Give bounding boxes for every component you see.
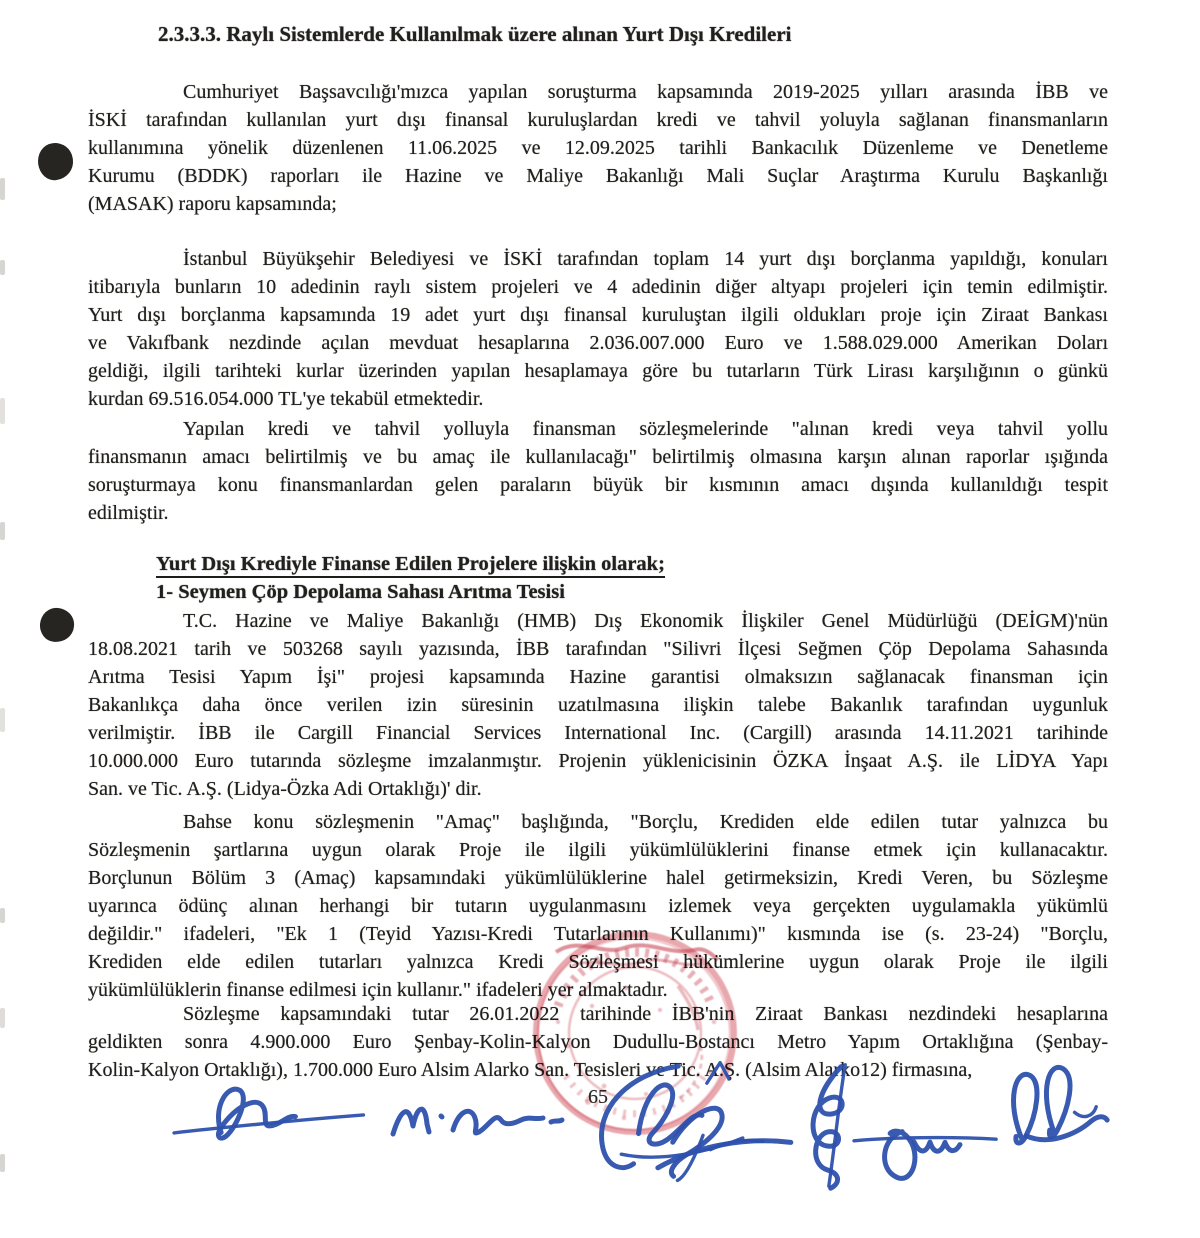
paragraph — [88, 245, 1108, 413]
scan-edge-artifact — [0, 260, 5, 275]
paragraph — [88, 808, 1108, 1004]
text-line: edilmiştir. — [88, 502, 169, 524]
text-line: 18.08.2021 tarih ve 503268 sayılı yazısında, İBB tarafından "Silivri İlçesi Seğmen Çöp Depolama Sahasında — [88, 638, 1108, 660]
text-line: İstanbul Büyükşehir Belediyesi ve İSKİ tarafından toplam 14 yurt dışı borçlanma yapıldığı, konuları — [183, 248, 1108, 270]
heading-text: 1- Seymen Çöp Depolama Sahası Arıtma Tesisi — [156, 581, 565, 603]
heading-text: 2.3.3.3. Raylı Sistemlerde Kullanılmak üzere alınan Yurt Dışı Kredileri — [158, 22, 792, 46]
section-heading — [88, 578, 1108, 606]
section-heading — [88, 20, 1108, 48]
text-line: finansmanın amacı belirtilmiş ve bu amaç ile kullanılacağı" belirtilmiş olmasına karşın alınan raporlar ışığında — [88, 446, 1108, 468]
text-line: uyarınca ödünç alınan herhangi bir tutarın uygulanmasını izlemek veya gerçekten uygulamakla yükümlü — [88, 895, 1108, 917]
scan-edge-artifact — [0, 398, 5, 424]
section-heading — [88, 550, 1108, 578]
text-line: soruşturmaya konu finansmanlardan gelen paraların büyük bir kısmının amacı dışında kullanıldığı tespit — [88, 474, 1108, 496]
text-line: Kolin-Kalyon Ortaklığı), 1.700.000 Euro Alsim Alarko San. Tesisleri ve Tic. A.Ş. (Alsim Alarko12) firmasına, — [88, 1059, 973, 1081]
scan-edge-artifact — [0, 178, 5, 200]
text-line: Cumhuriyet Başsavcılığı'mızca yapılan soruşturma kapsamında 2019-2025 yılları arasında İBB ve — [183, 81, 1108, 103]
text-line: İSKİ tarafından kullanılan yurt dışı finansal kuruluşlardan kredi ve tahvil yoluyla sağlanan finansmanların — [88, 109, 1108, 131]
paragraph — [88, 607, 1108, 803]
text-line: kurdan 69.516.054.000 TL'ye tekabül etmektedir. — [88, 388, 484, 410]
text-line: Kurumu (BDDK) raporları ile Hazine ve Maliye Bakanlığı Mali Suçlar Araştırma Kurulu Başkanlığı — [88, 165, 1108, 187]
text-line: Yapılan kredi ve tahvil yolluyla finansman sözleşmelerinde "alınan kredi veya tahvil yollu — [183, 418, 1108, 440]
text-line: ve Vakıfbank nezdinde açılan mevduat hesaplarına 2.036.007.000 Euro ve 1.588.029.000 Amerikan Doları — [88, 332, 1108, 354]
text-line: yükümlülüklerin finanse edilmesi için kullanır." ifadeleri yer almaktadır. — [88, 979, 668, 1001]
scan-edge-artifact — [0, 1008, 5, 1028]
text-line: itibarıyla bunların 10 adedinin raylı sistem projeleri ve 4 adedinin diğer altyapı projeleri için temin edilmiştir. — [88, 276, 1108, 298]
text-line: San. ve Tic. A.Ş. (Lidya-Özka Adi Ortaklığı)' dir. — [88, 778, 482, 800]
text-line: Yurt dışı borçlanma kapsamında 19 adet yurt dışı finansal kuruluştan ilgili oldukları proje için Ziraat Bankası — [88, 304, 1108, 326]
text-line: verilmiştir. İBB ile Cargill Financial Services International Inc. (Cargill) arasında 14.11.2021 tarihinde — [88, 722, 1108, 744]
scan-edge-artifact — [0, 1154, 5, 1172]
paragraph — [88, 1000, 1108, 1084]
text-line: T.C. Hazine ve Maliye Bakanlığı (HMB) Dış Ekonomik İlişkiler Genel Müdürlüğü (DEİGM)'nün — [183, 610, 1108, 632]
text-line: geldiği, ilgili tarihteki kurlar üzerinden yapılan hesaplamaya göre bu tutarların Türk Lirası karşılığının o günkü — [88, 360, 1108, 382]
paragraph — [88, 415, 1108, 527]
text-line: değildir." ifadeleri, "Ek 1 (Teyid Yazısı-Kredi Tutarlarının Kullanımı)" kısmında ise (s. 23-24) "Borçlu, — [88, 923, 1108, 945]
text-line: Sözleşme kapsamındaki tutar 26.01.2022 tarihinde İBB'nin Ziraat Bankası nezdindeki hesaplarına — [183, 1003, 1108, 1025]
text-line: Bahse konu sözleşmenin "Amaç" başlığında, "Borçlu, Krediden elde edilen tutar yalnızca bu — [183, 811, 1108, 833]
text-line: Krediden elde edilen tutarları yalnızca Kredi Sözleşmesi hükümlerine uygun olarak Proje ile ilgili — [88, 951, 1108, 973]
text-line: Bakanlıkça daha önce verilen izin süresinin uzatılmasına ilişkin talebe Bakanlık tarafından uygunluk — [88, 694, 1108, 716]
text-line: geldikten sonra 4.900.000 Euro Şenbay-Kolin-Kalyon Dudullu-Bostancı Metro Yapım Ortaklığına (Şenbay- — [88, 1031, 1108, 1053]
scan-edge-artifact — [0, 708, 5, 732]
text-line: Sözleşmenin şartlarına uygun olarak Proje ile ilgili yükümlülüklerini finanse etmek için kullanacaktır. — [88, 839, 1108, 861]
scan-edge-artifact — [0, 522, 5, 540]
scan-edge-artifact — [0, 908, 5, 923]
text-line: kullanımına yönelik düzenlenen 11.06.2025 ve 12.09.2025 tarihli Bankacılık Düzenleme ve Denetleme — [88, 137, 1108, 159]
text-line: Arıtma Tesisi Yapım İşi" projesi kapsamında Hazine garantisi olmaksızın sağlanacak finansman için — [88, 666, 1108, 688]
heading-text: Yurt Dışı Krediyle Finanse Edilen Projelere ilişkin olarak; — [156, 553, 665, 578]
text-line: Borçlunun Bölüm 3 (Amaç) kapsamındaki yükümlülüklerine halel getirmeksizin, Kredi Veren, bu Sözleşme — [88, 867, 1108, 889]
text-line: 10.000.000 Euro tutarında sözleşme imzalanmıştır. Projenin yüklenicisinin ÖZKA İnşaat A.Ş. ile LİDYA Yapı — [88, 750, 1108, 772]
page-number: 65 — [588, 1086, 608, 1108]
paragraph — [88, 78, 1108, 218]
text-line: (MASAK) raporu kapsamında; — [88, 193, 337, 215]
